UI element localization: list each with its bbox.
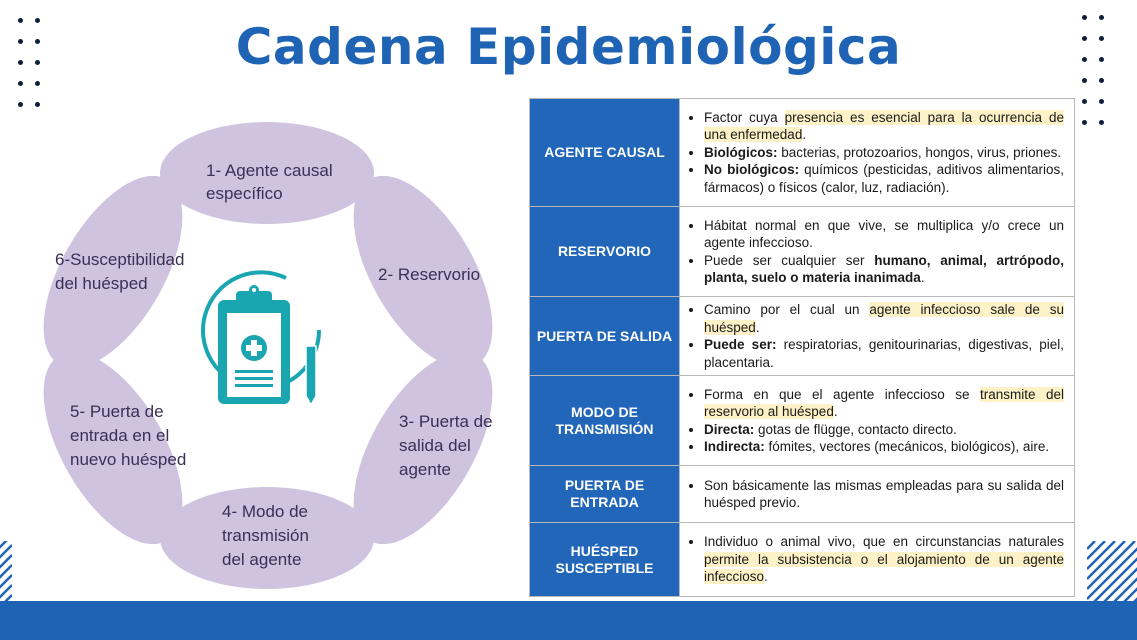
table-body bbox=[530, 99, 1075, 597]
bold-text: No biológicos: bbox=[704, 162, 800, 178]
bullet-item bbox=[704, 477, 1064, 512]
text-segment: Camino por el cual un bbox=[704, 302, 870, 317]
text-segment: . bbox=[764, 569, 768, 585]
cycle-step-3-label: 3- Puerta de salida del agente bbox=[399, 412, 493, 479]
row-label: PUERTA DE SALIDA bbox=[530, 297, 680, 376]
row-label: RESERVORIO bbox=[530, 207, 680, 297]
row-description bbox=[680, 297, 1075, 376]
row-description bbox=[680, 466, 1075, 523]
epidemiological-chain-table bbox=[529, 98, 1075, 597]
bullet-item bbox=[704, 533, 1064, 586]
footer-bar bbox=[0, 601, 1137, 640]
cycle-step-2-label: 2- Reservorio bbox=[378, 265, 481, 284]
row-label: AGENTE CAUSAL bbox=[530, 99, 680, 207]
text-segment: . bbox=[755, 319, 760, 335]
bullet-item bbox=[704, 109, 1064, 144]
text-segment: Hábitat normal en que vive, se multiplica y/o crece un agente infeccioso. bbox=[704, 217, 1064, 250]
row-label: HUÉSPED SUSCEPTIBLE bbox=[530, 523, 680, 597]
bold-text: Directa: bbox=[704, 421, 755, 437]
text-segment: Forma en que el agente infeccioso se bbox=[704, 386, 980, 402]
row-label: PUERTA DE ENTRADA bbox=[530, 466, 680, 523]
text-segment: . bbox=[802, 127, 807, 143]
decorative-dots-left bbox=[18, 18, 42, 110]
highlighted-text: presencia es esencial para la ocurrencia de una enfermedad bbox=[704, 109, 1064, 143]
row-description bbox=[680, 207, 1075, 297]
bullet-item bbox=[704, 301, 1064, 336]
table-row bbox=[530, 99, 1075, 207]
bold-text: Puede ser: bbox=[704, 337, 777, 352]
bullet-list bbox=[688, 386, 1064, 456]
bullet-item bbox=[704, 438, 1064, 456]
bullet-item bbox=[704, 217, 1064, 252]
row-description bbox=[680, 376, 1075, 466]
table-row bbox=[530, 207, 1075, 297]
bullet-item bbox=[704, 421, 1064, 439]
bullet-item bbox=[704, 144, 1064, 162]
decorative-stripes-right bbox=[1087, 541, 1137, 601]
text-segment: Individuo o animal vivo, que en circunstancias naturales bbox=[704, 534, 1064, 550]
text-segment: Son básicamente las mismas empleadas para su salida del huésped previo. bbox=[704, 477, 1064, 510]
cycle-step-1-label: 1- Agente causal específico bbox=[206, 161, 333, 203]
bold-text: Indirecta: bbox=[704, 439, 765, 454]
table-row bbox=[530, 523, 1075, 597]
text-segment: Puede ser cualquier ser bbox=[704, 252, 875, 268]
bullet-list bbox=[688, 109, 1064, 197]
row-description bbox=[680, 99, 1075, 207]
text-segment: respiratorias, genitourinarias, digestivas, piel, placentaria. bbox=[704, 337, 1064, 370]
bullet-list bbox=[688, 217, 1064, 287]
bullet-list bbox=[688, 477, 1064, 512]
table-row bbox=[530, 376, 1075, 466]
bullet-item bbox=[704, 336, 1064, 371]
text-segment: fómites, vectores (mecánicos, biológicos), aire. bbox=[764, 439, 1050, 454]
table-row bbox=[530, 297, 1075, 376]
text-segment: Factor cuya bbox=[704, 109, 785, 125]
table-row bbox=[530, 466, 1075, 523]
decorative-stripes-left bbox=[0, 541, 12, 601]
bold-text: Biológicos: bbox=[704, 144, 778, 160]
bullet-list bbox=[688, 301, 1064, 371]
text-segment: gotas de flügge, contacto directo. bbox=[754, 421, 957, 437]
bullet-item bbox=[704, 161, 1064, 196]
bullet-item bbox=[704, 386, 1064, 421]
cycle-step-5-label: 5- Puerta de entrada en el nuevo huésped bbox=[70, 402, 187, 469]
highlighted-text: transmite del reservorio al huésped bbox=[704, 386, 1064, 419]
text-segment: . bbox=[833, 404, 838, 419]
row-label: MODO DE TRANSMISIÓN bbox=[530, 376, 680, 466]
bold-text: humano, animal, artrópodo, planta, suelo o materia inanimada bbox=[704, 252, 1064, 285]
row-description bbox=[680, 523, 1075, 597]
cycle-step-6-label: 6-Susceptibilidad del huésped bbox=[55, 250, 185, 293]
highlighted-text: agente infeccioso sale de su huésped bbox=[704, 302, 1064, 335]
text-segment: químicos (pesticidas, aditivos alimentarios, fármacos) o físicos (calor, luz, radiación). bbox=[704, 162, 1064, 195]
highlighted-text: permite la subsistencia o el alojamiento de un agente infeccioso bbox=[704, 551, 1064, 585]
bullet-list bbox=[688, 533, 1064, 586]
bullet-item bbox=[704, 252, 1064, 287]
page-title: Cadena Epidemiológica bbox=[235, 18, 902, 76]
decorative-dots-right bbox=[1082, 15, 1106, 129]
clipboard-medical-icon bbox=[203, 272, 319, 405]
epidemiological-chain-cycle bbox=[20, 110, 520, 600]
text-segment: . bbox=[920, 270, 925, 285]
cycle-step-4-label: 4- Modo de transmisión del agente bbox=[222, 502, 309, 569]
text-segment: bacterias, protozoarios, hongos, virus, priones. bbox=[777, 144, 1062, 160]
